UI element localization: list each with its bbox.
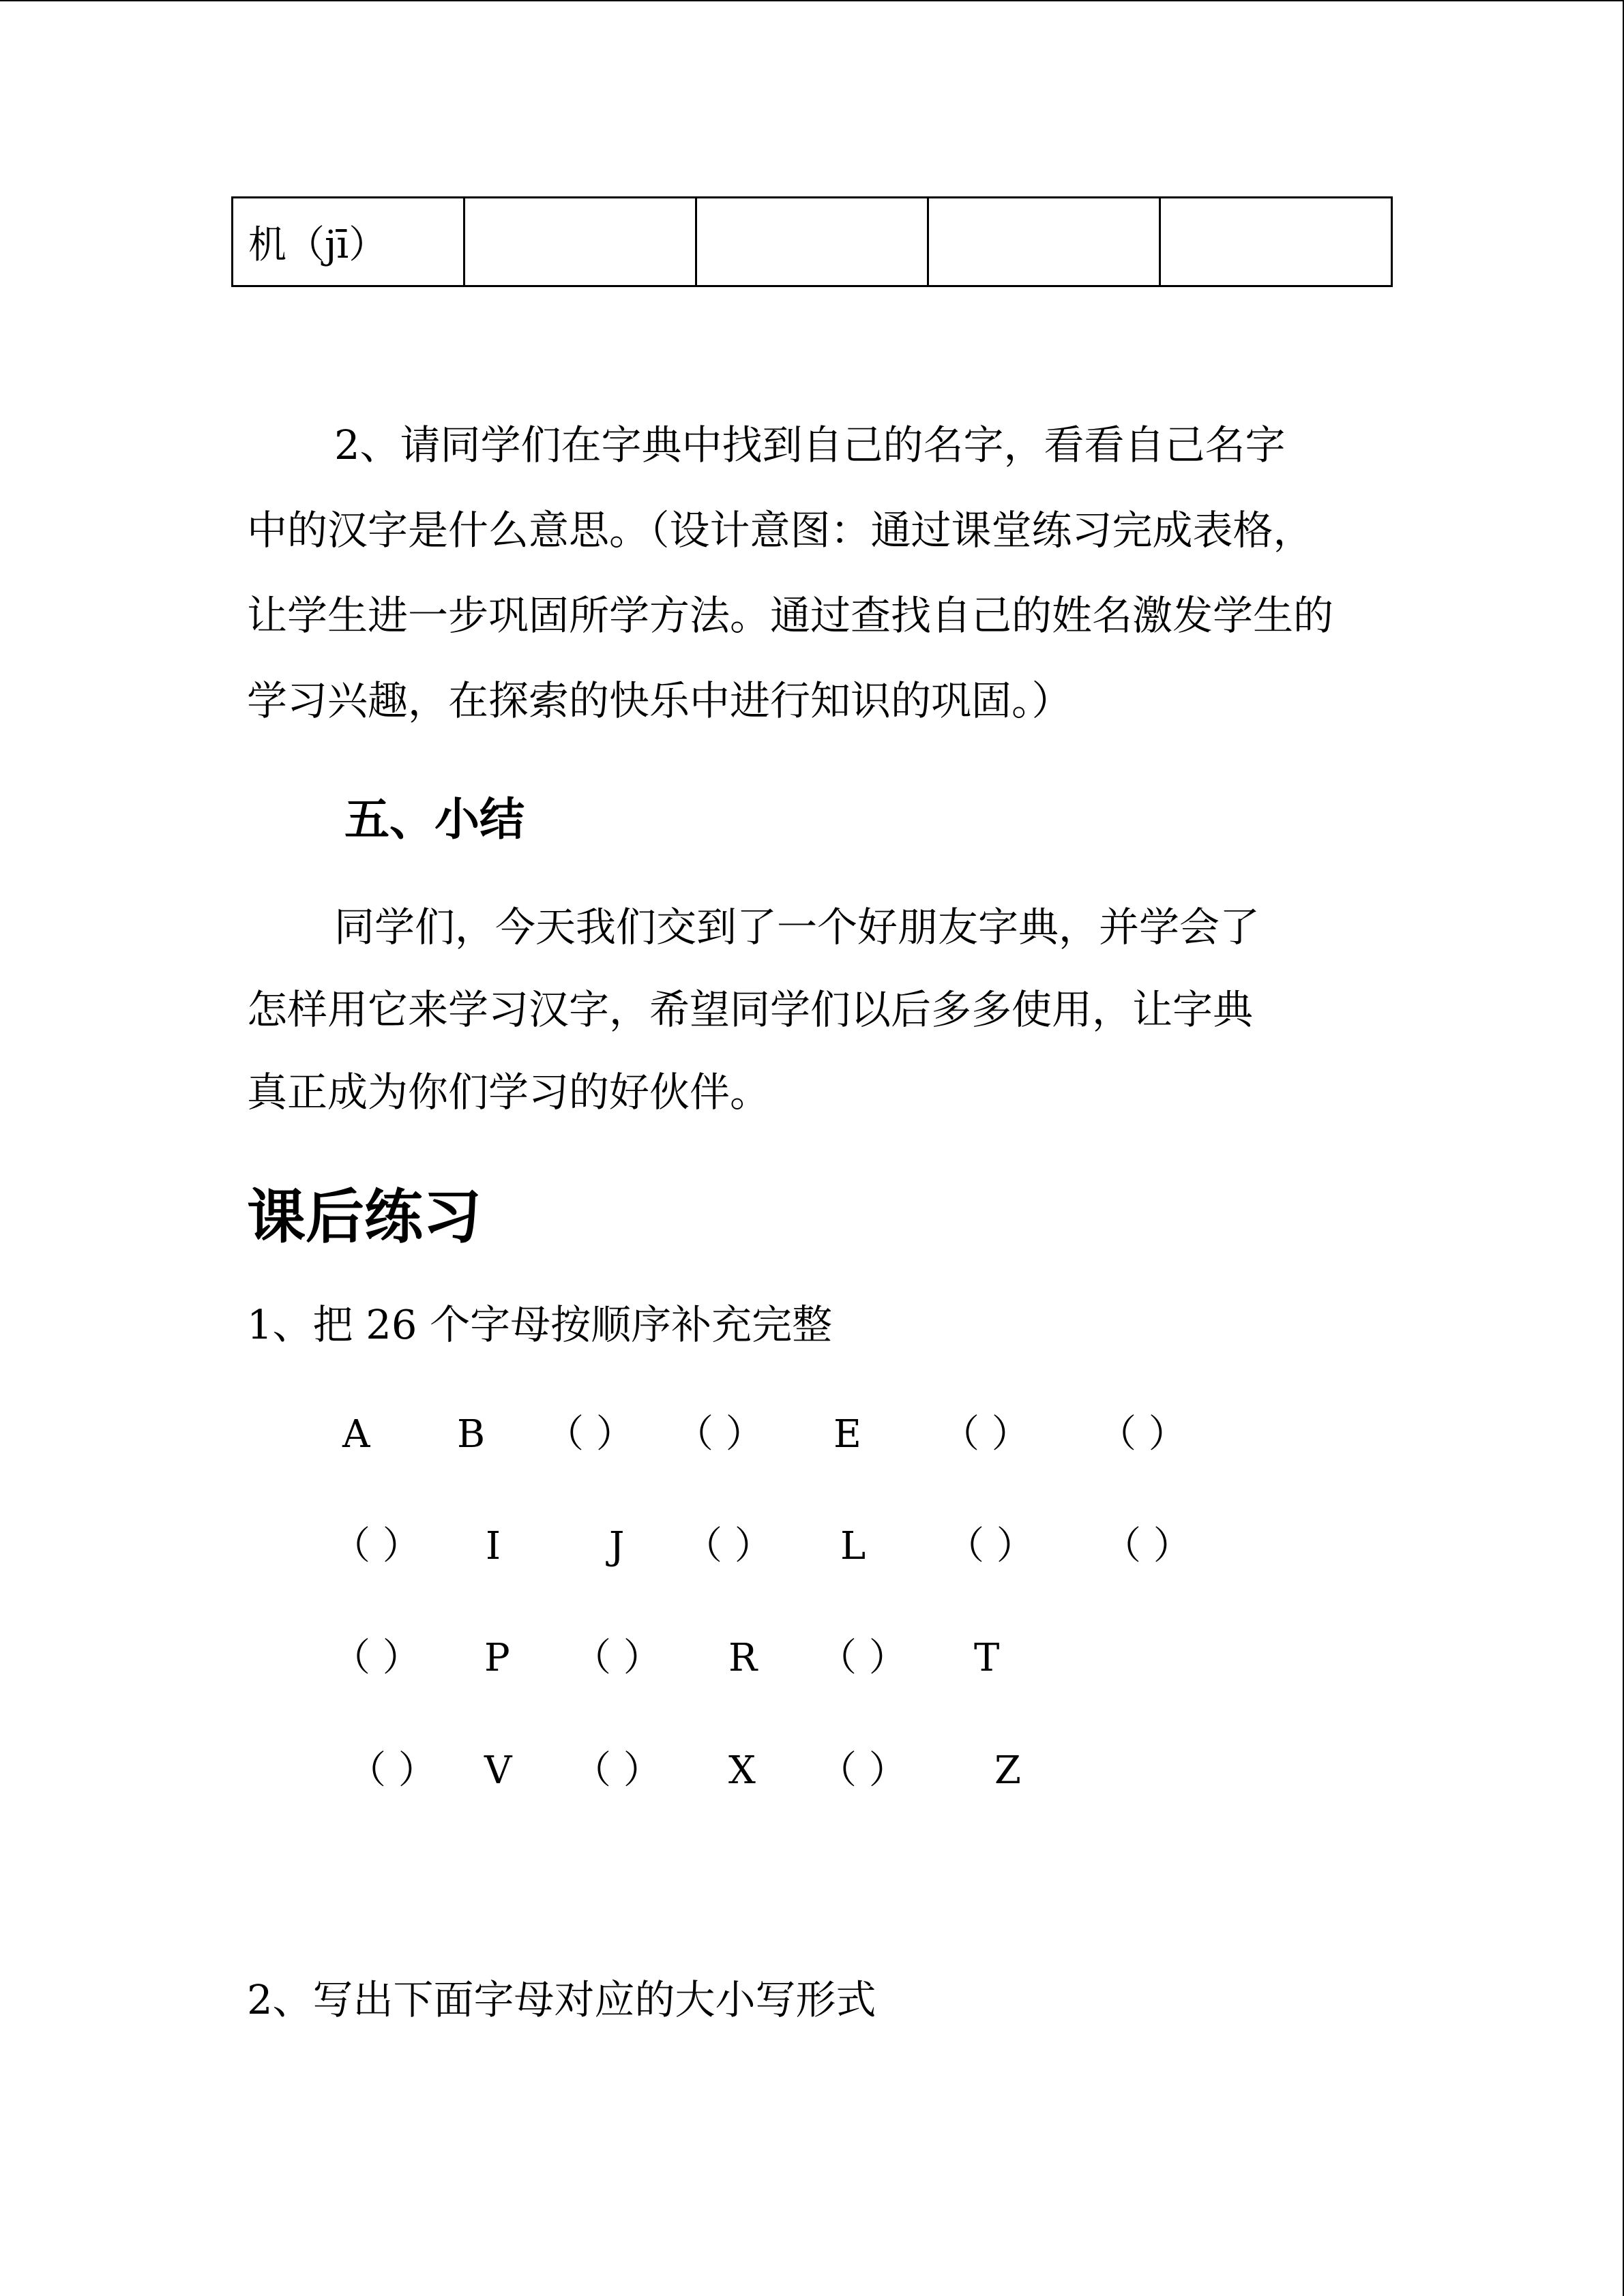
para1-line: 让学生进一步巩固所学方法。通过查找自己的姓名激发学生的 (247, 592, 1334, 639)
blank-token: （ ） (546, 1412, 634, 1457)
letter-token: P (484, 1636, 510, 1680)
para1-line: 学习兴趣，在探索的快乐中进行知识的巩固。） (247, 677, 1072, 724)
table-cell (928, 198, 1160, 286)
blank-token: （ ） (573, 1748, 662, 1793)
letter-token: J (609, 1524, 625, 1568)
letter-token: T (974, 1636, 1000, 1680)
table-row (233, 198, 1392, 286)
question-1: 1、把 26 个字母按顺序补充完整 (247, 1301, 833, 1348)
blank-token: （ ） (941, 1412, 1030, 1457)
blank-token: （ ） (573, 1636, 662, 1680)
letter-token: L (840, 1524, 866, 1568)
question-2: 2、写出下面字母对应的大小写形式 (247, 1976, 876, 2023)
blank-token: （ ） (348, 1748, 437, 1793)
section-heading: 五、小结 (344, 792, 525, 846)
para2-line: 同学们，今天我们交到了一个好朋友字典，并学会了 (334, 904, 1260, 951)
blank-token: （ ） (818, 1748, 907, 1793)
table-cell (464, 198, 696, 286)
letter-token: E (833, 1412, 861, 1457)
exercise-title: 课后练习 (247, 1182, 482, 1251)
pinyin-table (231, 196, 1393, 287)
letter-token: X (728, 1748, 756, 1793)
letter-token: V (484, 1748, 512, 1793)
blank-token: （ ） (684, 1524, 773, 1568)
blank-token: （ ） (946, 1524, 1035, 1568)
blank-token: （ ） (1103, 1524, 1192, 1568)
blank-token: （ ） (1098, 1412, 1187, 1457)
blank-token: （ ） (675, 1412, 764, 1457)
letter-token: A (342, 1412, 370, 1457)
letter-token: Z (994, 1748, 1021, 1793)
letter-token: B (457, 1412, 486, 1457)
table-cell (696, 198, 928, 286)
para2-line: 怎样用它来学习汉字，希望同学们以后多多使用，让字典 (247, 986, 1254, 1033)
blank-token: （ ） (332, 1524, 421, 1568)
para2-line: 真正成为你们学习的好伙伴。 (247, 1069, 771, 1116)
blank-token: （ ） (332, 1636, 421, 1680)
page-top-border (0, 0, 1624, 1)
table-cell: 机（jī） (233, 198, 464, 286)
table-cell (1160, 198, 1392, 286)
blank-token: （ ） (818, 1636, 907, 1680)
para1-line: 2、请同学们在字典中找到自己的名字，看看自己名字 (334, 421, 1286, 468)
para1-line: 中的汉字是什么意思。（设计意图：通过课堂练习完成表格， (247, 507, 1314, 554)
letter-token: R (728, 1636, 758, 1680)
letter-token: I (486, 1524, 501, 1568)
